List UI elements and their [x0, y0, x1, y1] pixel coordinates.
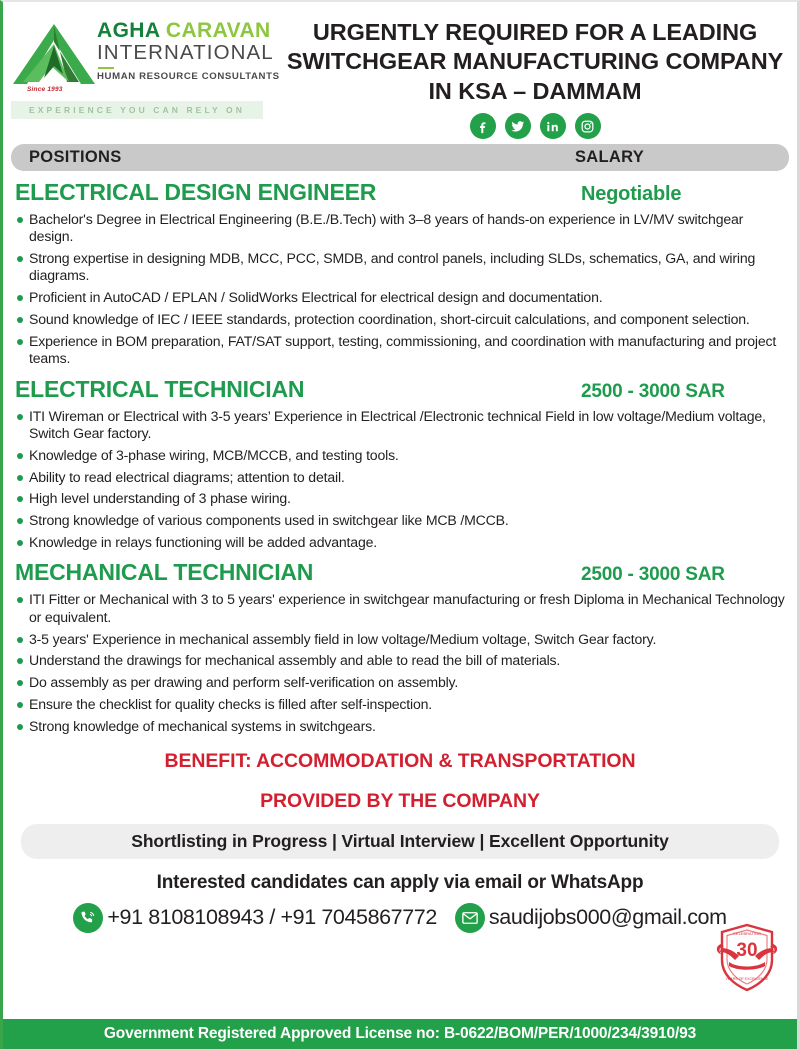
requirement-item: Understand the drawings for mechanical assembly and able to read the bill of materials.: [15, 652, 787, 669]
benefit-line-2: PROVIDED BY THE COMPANY: [260, 789, 540, 812]
svg-text:CELEBRATING: CELEBRATING: [733, 931, 761, 936]
requirement-item: Knowledge in relays functioning will be added advantage.: [15, 534, 787, 551]
company-logo: [11, 12, 279, 119]
requirement-item: Proficient in AutoCAD / EPLAN / SolidWorks Electrical for electrical design and documentation.: [15, 289, 787, 306]
requirement-item: Knowledge of 3-phase wiring, MCB/MCCB, and testing tools.: [15, 447, 787, 464]
phone-numbers: +91 8108108943 / +91 7045867772: [107, 905, 437, 930]
email-icon: [455, 903, 485, 933]
email-contact[interactable]: [455, 903, 727, 933]
headline-line-2: SWITCHGEAR MANUFACTURING COMPANY: [286, 48, 784, 75]
facebook-icon[interactable]: [470, 113, 496, 139]
requirement-item: ITI Fitter or Mechanical with 3 to 5 years' experience in switchgear manufacturing or fresh Diploma in Mechanical Technology or equivalent.: [15, 591, 787, 626]
linkedin-icon[interactable]: [540, 113, 566, 139]
logo-name-line: [97, 20, 280, 42]
requirement-item: 3-5 years' Experience in mechanical assembly field in low voltage/Medium voltage, Switch Gear factory.: [15, 631, 787, 648]
headline-line-3: IN KSA – DAMMAM: [428, 77, 642, 104]
job-listing: [15, 559, 787, 735]
job-header: [15, 559, 787, 586]
logo-word-agha: AGHA: [97, 19, 160, 42]
requirement-item: Strong knowledge of various components used in switchgear like MCB /MCCB.: [15, 512, 787, 529]
job-salary: 2500 - 3000 SAR: [581, 564, 725, 586]
logo-mark-icon: [11, 22, 97, 94]
logo-word-caravan: CARAVAN: [165, 19, 271, 42]
job-requirements: [15, 591, 787, 735]
requirement-item: Strong knowledge of mechanical systems in switchgears.: [15, 718, 787, 735]
job-salary: Negotiable: [581, 183, 682, 205]
job-requirements: [15, 211, 787, 368]
job-title: ELECTRICAL DESIGN ENGINEER: [15, 179, 377, 205]
job-title: MECHANICAL TECHNICIAN: [15, 559, 314, 586]
svg-text:30: 30: [736, 940, 758, 961]
job-listings: [3, 179, 797, 735]
job-listing: [15, 376, 787, 552]
social-links: [279, 113, 791, 139]
requirement-item: Sound knowledge of IEC / IEEE standards, protection coordination, short-circuit calculations, and component selection.: [15, 311, 787, 328]
requirement-item: Strong expertise in designing MDB, MCC, PCC, SMDB, and control panels, including SLDs, schematics, GA, and wiring diagrams.: [15, 250, 787, 285]
job-salary: 2500 - 3000 SAR: [581, 380, 725, 402]
headline-block: [279, 12, 791, 139]
logo-divider: [98, 67, 114, 69]
poster-header: [3, 2, 797, 142]
benefit-line-1: BENEFIT: ACCOMMODATION & TRANSPORTATION: [164, 750, 636, 773]
job-header: [15, 179, 787, 206]
license-footer: Government Registered Approved License no: B-0622/BOM/PER/1000/234/3910/93: [3, 1019, 797, 1049]
logo-subtitle: HUMAN RESOURCE CONSULTANTS: [97, 71, 280, 83]
job-header: [15, 376, 787, 403]
requirement-item: Ensure the checklist for quality checks is filled after self-inspection.: [15, 696, 787, 713]
requirement-item: ITI Wireman or Electrical with 3-5 years’ Experience in Electrical /Electronic technical Field in low voltage/Medium voltage, Switch Gear factory.: [15, 408, 787, 443]
column-header-salary: SALARY: [575, 148, 645, 166]
whatsapp-phone-icon: [73, 903, 103, 933]
twitter-icon[interactable]: [505, 113, 531, 139]
phone-contact[interactable]: [73, 903, 437, 933]
requirement-item: Experience in BOM preparation, FAT/SAT support, testing, commissioning, and coordination with manufacturing and project teams.: [15, 333, 787, 368]
job-requirements: [15, 408, 787, 552]
headline-line-1: URGENTLY REQUIRED FOR A LEADING: [312, 19, 758, 45]
table-header-bar: [11, 144, 789, 171]
job-listing: [15, 179, 787, 368]
svg-text:YEARS OF EXCELLENCE: YEARS OF EXCELLENCE: [725, 977, 769, 981]
requirement-item: Do assembly as per drawing and perform self-verification on assembly.: [15, 674, 787, 691]
anniversary-badge-icon: [715, 922, 779, 994]
brand-tagline: EXPERIENCE YOU CAN RELY ON: [11, 101, 263, 119]
instagram-icon[interactable]: [575, 113, 601, 139]
since-label: Since 1993: [27, 86, 63, 93]
job-title: ELECTRICAL TECHNICIAN: [15, 375, 305, 402]
requirement-item: Ability to read electrical diagrams; attention to detail.: [15, 469, 787, 486]
column-header-positions: POSITIONS: [29, 148, 122, 166]
status-strip: Shortlisting in Progress | Virtual Interview | Excellent Opportunity: [21, 824, 779, 859]
contact-row: [3, 903, 797, 933]
requirement-item: Bachelor's Degree in Electrical Engineering (B.E./B.Tech) with 3–8 years of hands-on experience in LV/MV switchgear design.: [15, 211, 787, 246]
logo-word-international: INTERNATIONAL: [97, 40, 274, 64]
requirement-item: High level understanding of 3 phase wiring.: [15, 490, 787, 507]
apply-instruction: Interested candidates can apply via email or WhatsApp: [156, 871, 644, 893]
email-address: saudijobs000@gmail.com: [488, 905, 727, 930]
